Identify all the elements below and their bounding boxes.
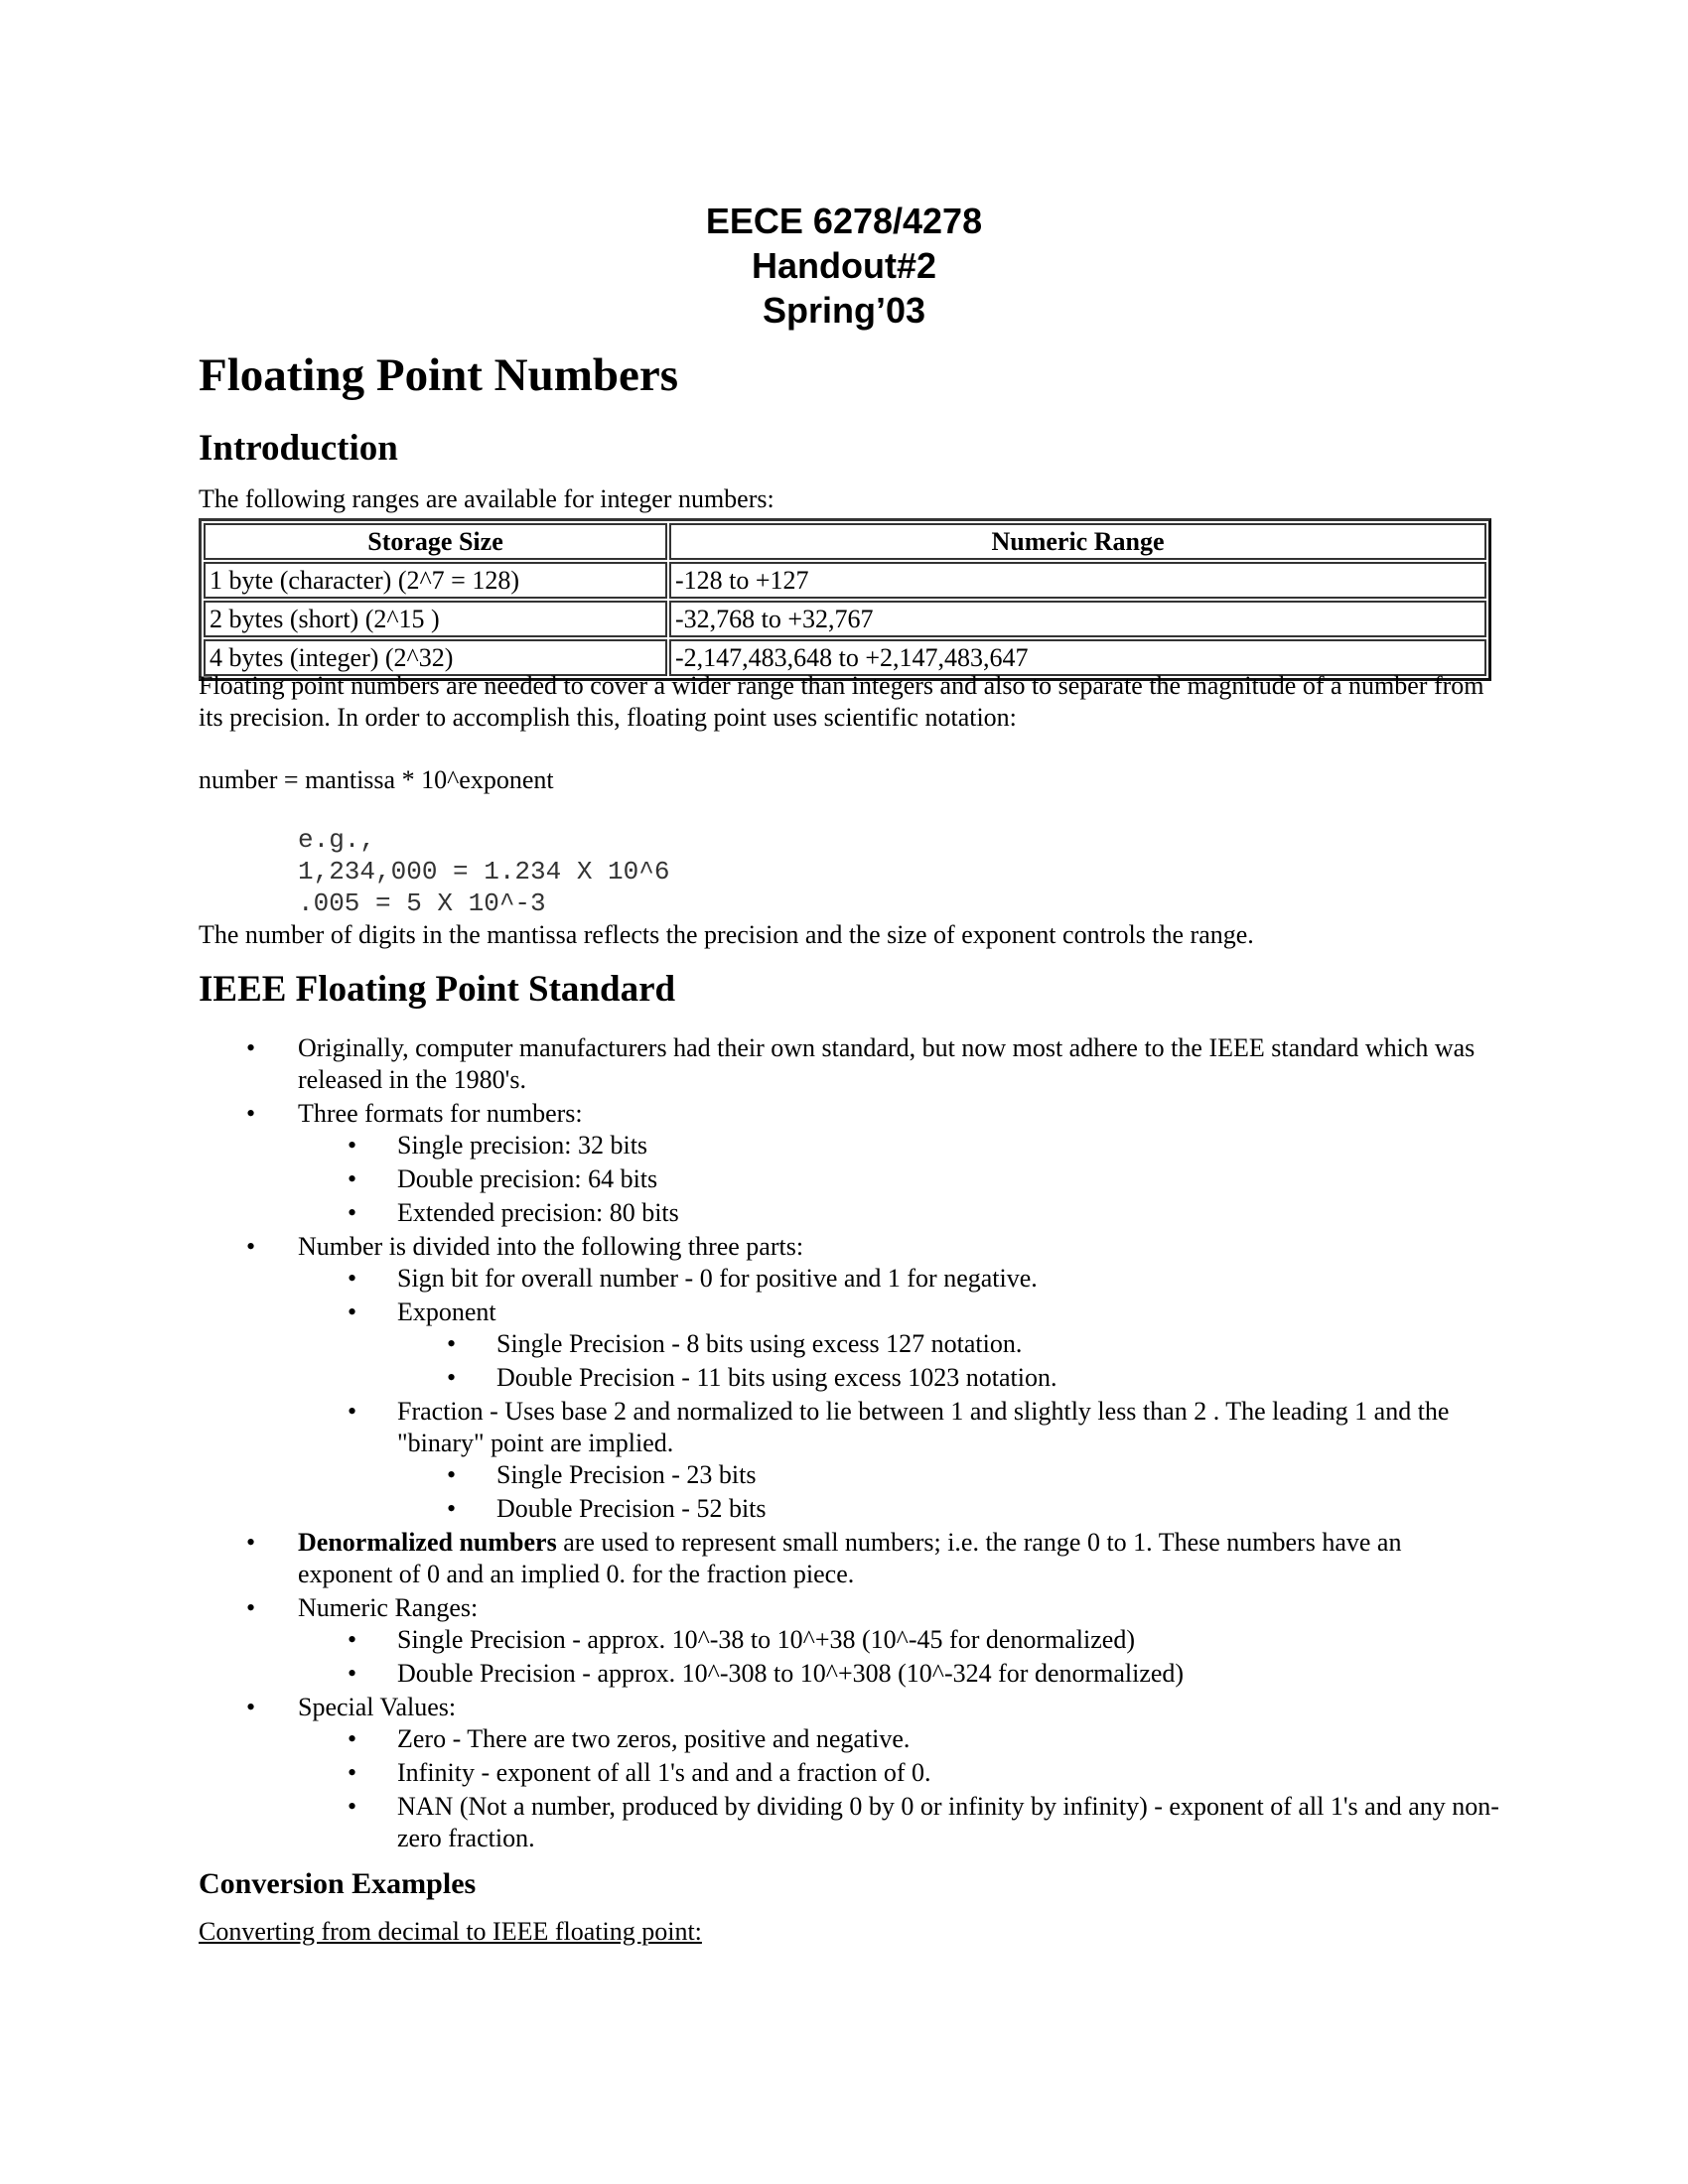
list-item — [298, 1624, 1499, 1656]
example-line: 1,234,000 = 1.234 X 10^6 — [298, 857, 670, 887]
list-item-text: Numeric Ranges: — [298, 1593, 479, 1622]
handout-number: Handout#2 — [751, 245, 936, 286]
conversion-subheading: Converting from decimal to IEEE floating point: — [199, 1917, 702, 1946]
list-item-text: NAN (Not a number, produced by dividing 0 by 0 or infinity by infinity) - exponent of all 1's and any non-zero fraction. — [397, 1792, 1499, 1852]
term: Spring’03 — [762, 290, 926, 331]
list-item-text: Single Precision - approx. 10^-38 to 10^+38 (10^-45 for denormalized) — [397, 1625, 1135, 1654]
table-cell: 1 byte (character) (2^7 = 128) — [204, 562, 667, 599]
list-item-text: Special Values: — [298, 1693, 457, 1721]
list-item-text: Exponent — [397, 1297, 496, 1326]
list-item-text: Double precision: 64 bits — [397, 1164, 658, 1193]
list-item-text: are used to represent small numbers; i.e. the range 0 to 1. These numbers have an exponent of 0 and an implied 0. for the fraction piece. — [298, 1528, 1402, 1588]
column-header-numeric-range: Numeric Range — [669, 523, 1486, 560]
list-item — [298, 1396, 1499, 1525]
list-item — [298, 1658, 1499, 1690]
table-cell: -128 to +127 — [669, 562, 1486, 599]
list-item-text: Single precision: 32 bits — [397, 1131, 648, 1160]
table-row — [204, 601, 1486, 637]
course-number: EECE 6278/4278 — [705, 201, 983, 241]
formula: number = mantissa * 10^exponent — [199, 765, 554, 794]
integer-ranges-table — [199, 518, 1491, 681]
list-item-text: Originally, computer manufacturers had their own standard, but now most adhere to the IEEE standard which was released in the 1980's. — [298, 1033, 1476, 1094]
course-header — [596, 199, 1092, 333]
list-item-text: Zero - There are two zeros, positive and negative. — [397, 1724, 911, 1753]
list-item-text: Sign bit for overall number - 0 for positive and 1 for negative. — [397, 1264, 1038, 1293]
list-item — [397, 1328, 1499, 1360]
table-cell: 4 bytes (integer) (2^32) — [204, 639, 667, 676]
list-item — [298, 1791, 1499, 1854]
example-line: e.g., — [298, 825, 376, 855]
list-item-text: Double Precision - 52 bits — [496, 1494, 767, 1523]
list-item — [298, 1263, 1499, 1295]
section-heading-conversion: Conversion Examples — [199, 1867, 477, 1900]
section-heading-ieee: IEEE Floating Point Standard — [199, 969, 676, 1010]
intro-lead: The following ranges are available for integer numbers: — [199, 484, 774, 513]
list-item — [298, 1297, 1499, 1394]
list-item — [199, 1032, 1499, 1096]
list-item — [397, 1493, 1499, 1525]
intro-paragraph-2: The number of digits in the mantissa reflects the precision and the size of exponent controls the range. — [199, 920, 1254, 949]
list-item — [298, 1723, 1499, 1755]
table-header-row — [204, 523, 1486, 560]
list-item — [199, 1692, 1499, 1854]
list-item-text: Single Precision - 8 bits using excess 127 notation. — [496, 1329, 1023, 1358]
section-heading-introduction: Introduction — [199, 428, 398, 469]
list-item — [298, 1197, 1499, 1229]
list-item — [199, 1231, 1499, 1525]
ieee-bullet-list — [199, 1032, 1499, 1856]
table-cell: 2 bytes (short) (2^15 ) — [204, 601, 667, 637]
list-item — [199, 1592, 1499, 1690]
list-item-text: Extended precision: 80 bits — [397, 1198, 679, 1227]
bold-term: Denormalized numbers — [298, 1528, 557, 1557]
table-cell: -32,768 to +32,767 — [669, 601, 1486, 637]
list-item-text: Infinity - exponent of all 1's and and a fraction of 0. — [397, 1758, 931, 1787]
list-item-text: Double Precision - 11 bits using excess 1023 notation. — [496, 1363, 1057, 1392]
list-item-text: Fraction - Uses base 2 and normalized to lie between 1 and slightly less than 2 . The leading 1 and the "binary" point are implied. — [397, 1397, 1450, 1457]
table-cell: -2,147,483,648 to +2,147,483,647 — [669, 639, 1486, 676]
intro-paragraph-1: Floating point numbers are needed to cover a wider range than integers and also to separate the magnitude of a number from its precision. In order to accomplish this, floating point uses scientific notation: — [199, 671, 1484, 732]
list-item — [199, 1098, 1499, 1229]
list-item — [298, 1757, 1499, 1789]
list-item-text: Number is divided into the following three parts: — [298, 1232, 804, 1261]
table-row — [204, 562, 1486, 599]
list-item — [397, 1362, 1499, 1394]
list-item — [298, 1163, 1499, 1195]
list-item-text: Three formats for numbers: — [298, 1099, 583, 1128]
list-item — [199, 1527, 1499, 1590]
column-header-storage-size: Storage Size — [204, 523, 667, 560]
page-title: Floating Point Numbers — [199, 349, 679, 401]
example-line: .005 = 5 X 10^-3 — [298, 888, 546, 918]
list-item — [298, 1130, 1499, 1161]
list-item — [397, 1459, 1499, 1491]
list-item-text: Double Precision - approx. 10^-308 to 10^+308 (10^-324 for denormalized) — [397, 1659, 1185, 1688]
list-item-text: Single Precision - 23 bits — [496, 1460, 757, 1489]
